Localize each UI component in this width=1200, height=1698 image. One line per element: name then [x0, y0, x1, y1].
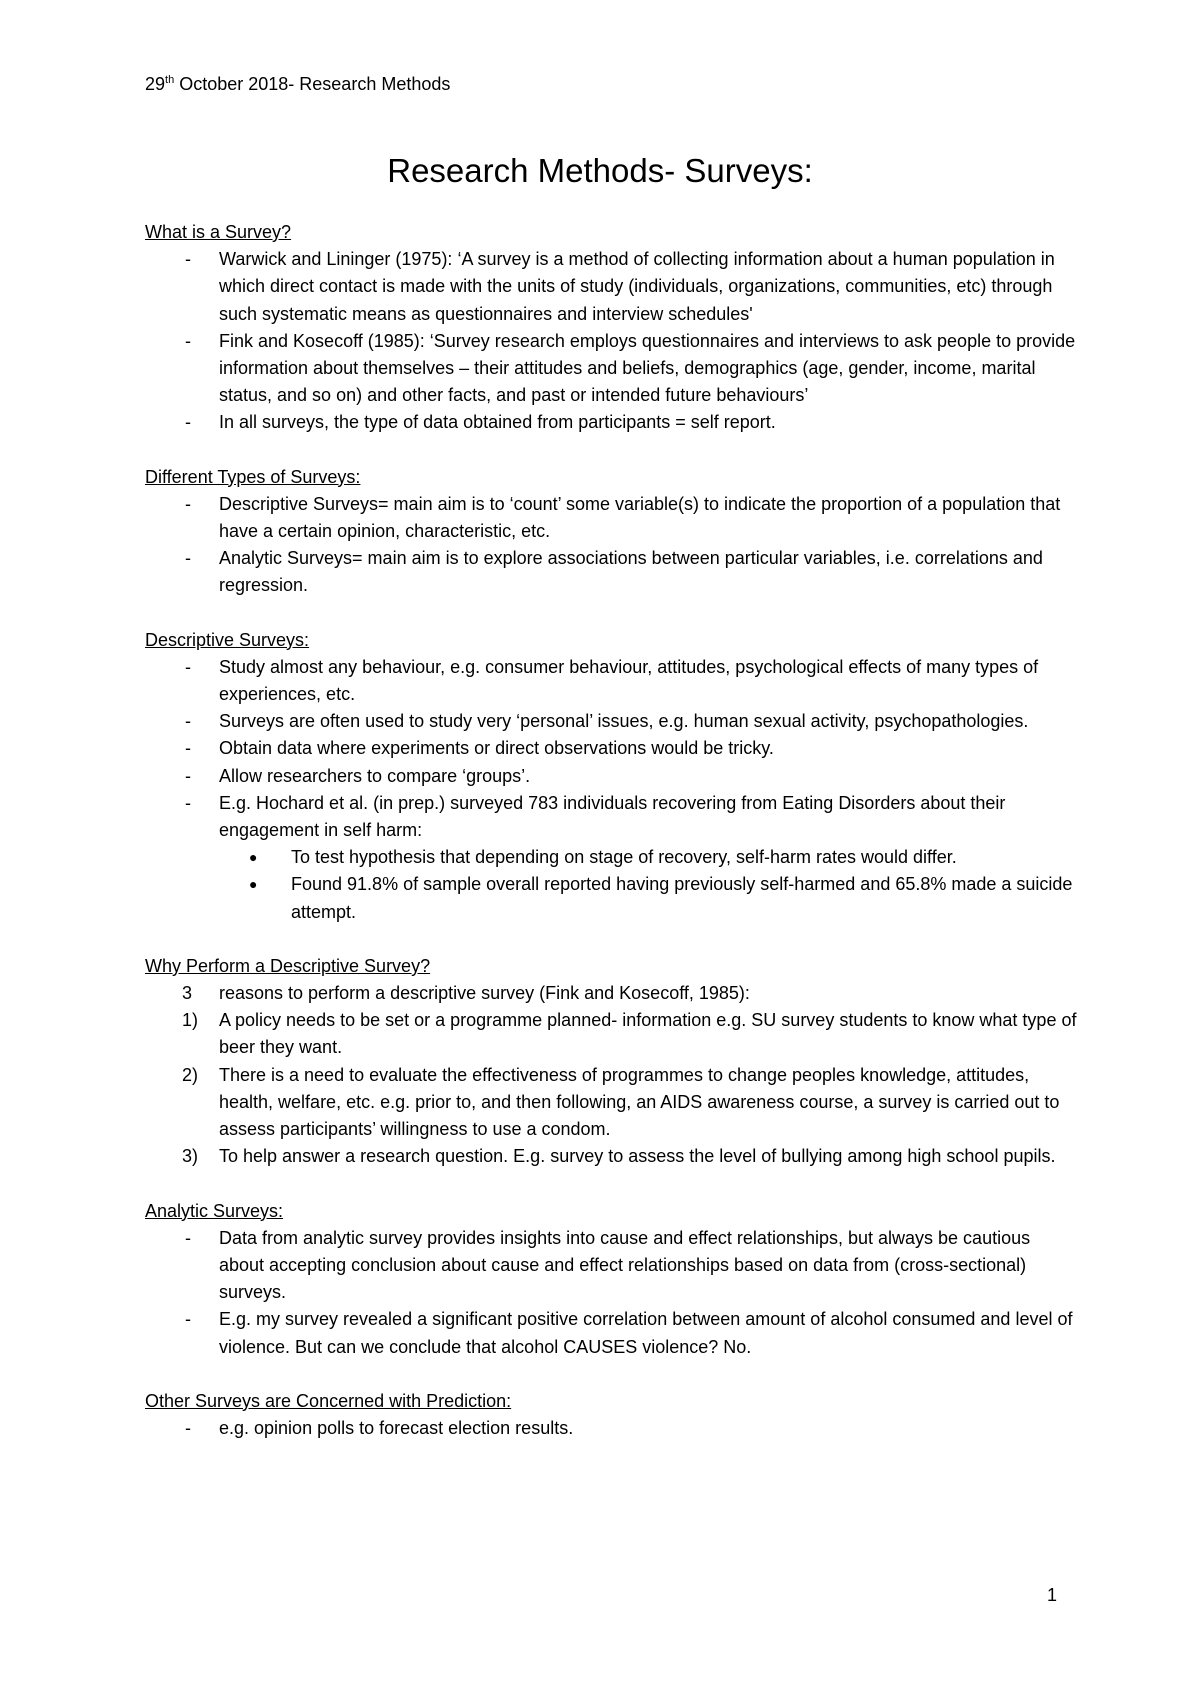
- list-item: - Study almost any behaviour, e.g. consumer behaviour, attitudes, psychological effects of many types of experiences, etc.: [145, 654, 1080, 708]
- dash-marker: -: [185, 330, 191, 351]
- numbered-item: 1) A policy needs to be set or a programme planned- information e.g. SU survey students to know what type of beer they want.: [145, 1007, 1080, 1061]
- section-heading: Why Perform a Descriptive Survey?: [145, 955, 431, 976]
- numbered-item: 3) To help answer a research question. E.g. survey to assess the level of bullying among high school pupils.: [145, 1143, 1080, 1170]
- dash-marker: -: [185, 1227, 191, 1248]
- list-item: - In all surveys, the type of data obtained from participants = self report.: [145, 409, 1080, 436]
- dash-marker: -: [185, 548, 191, 569]
- list-item: - E.g. Hochard et al. (in prep.) surveyed 783 individuals recovering from Eating Disorders about their engagement in self harm:: [145, 790, 1080, 844]
- dash-marker: -: [185, 249, 191, 270]
- dash-marker: -: [185, 711, 191, 732]
- sub-list-item: ● Found 91.8% of sample overall reported having previously self-harmed and 65.8% made a suicide attempt.: [145, 871, 1080, 925]
- number-marker: 3: [182, 983, 193, 1004]
- section-different-types: [145, 464, 1080, 600]
- bullet-icon: ●: [249, 876, 258, 893]
- page-number: 1: [1047, 1585, 1058, 1605]
- dash-marker: -: [185, 493, 191, 514]
- list-item: - Surveys are often used to study very ‘personal’ issues, e.g. human sexual activity, psychopathologies.: [145, 708, 1080, 735]
- number-marker: 1): [182, 1010, 199, 1031]
- list-item: - E.g. my survey revealed a significant positive correlation between amount of alcohol consumed and level of violence. But can we conclude that alcohol CAUSES violence? No.: [145, 1306, 1080, 1360]
- sub-list-item: ● To test hypothesis that depending on stage of recovery, self-harm rates would differ.: [145, 844, 1080, 871]
- page-header: [145, 74, 450, 95]
- dash-marker: -: [185, 792, 191, 813]
- list-item: - Fink and Kosecoff (1985): ‘Survey research employs questionnaires and interviews to ask people to provide information about themselves – their attitudes and beliefs, demographics (age, gender, income, marital status, and so on) and other facts, and past or intended future behaviours’: [145, 328, 1080, 410]
- number-marker: 3): [182, 1146, 199, 1167]
- dash-marker: -: [185, 738, 191, 759]
- dash-marker: -: [185, 1417, 191, 1438]
- section-heading: Descriptive Surveys:: [145, 629, 310, 650]
- section-heading: What is a Survey?: [145, 222, 292, 242]
- page-title: Research Methods- Surveys:: [387, 152, 813, 189]
- list-item: - Warwick and Lininger (1975): ‘A survey is a method of collecting information about a human population in which direct contact is made with the units of study (individuals, organizations, communities, etc) through such systematic means as questionnaires and interview schedules': [145, 246, 1080, 328]
- list-item: - Allow researchers to compare ‘groups’.: [145, 763, 1080, 790]
- list-item: - Obtain data where experiments or direct observations would be tricky.: [145, 735, 1080, 762]
- bullet-icon: ●: [249, 849, 258, 866]
- section-what-is-a-survey: [145, 219, 1080, 437]
- document-body: [145, 219, 1080, 1469]
- section-analytic-surveys: [145, 1198, 1080, 1361]
- section-heading: Other Surveys are Concerned with Prediction:: [145, 1390, 512, 1411]
- dash-marker: -: [185, 412, 191, 433]
- list-item: - e.g. opinion polls to forecast election results.: [145, 1415, 1080, 1442]
- header-rest: October 2018- Research Methods: [174, 74, 451, 94]
- dash-marker: -: [185, 656, 191, 677]
- list-item: - Analytic Surveys= main aim is to explore associations between particular variables, i.e. correlations and regression.: [145, 545, 1080, 599]
- dash-marker: -: [185, 1309, 191, 1330]
- section-heading: Different Types of Surveys:: [145, 466, 361, 487]
- section-prediction: [145, 1388, 1080, 1442]
- header-day: 29: [145, 74, 166, 94]
- number-marker: 2): [182, 1064, 199, 1085]
- header-ordinal: th: [165, 74, 175, 86]
- list-item: - Descriptive Surveys= main aim is to ‘count’ some variable(s) to indicate the proportion of a population that have a certain opinion, characteristic, etc.: [145, 491, 1080, 545]
- section-heading: Analytic Surveys:: [145, 1200, 284, 1221]
- section-why-perform: [145, 953, 1080, 1171]
- list-item: 3 reasons to perform a descriptive survey (Fink and Kosecoff, 1985):: [145, 980, 1080, 1007]
- dash-marker: -: [185, 765, 191, 786]
- numbered-item: 2) There is a need to evaluate the effectiveness of programmes to change peoples knowledge, attitudes, health, welfare, etc. e.g. prior to, and then following, an AIDS awareness course, a survey is carried out to assess participants’ willingness to use a condom.: [145, 1062, 1080, 1144]
- list-item: - Data from analytic survey provides insights into cause and effect relationships, but always be cautious about accepting conclusion about cause and effect relationships based on data from (cross-sectional) surveys.: [145, 1225, 1080, 1307]
- section-descriptive-surveys: [145, 627, 1080, 926]
